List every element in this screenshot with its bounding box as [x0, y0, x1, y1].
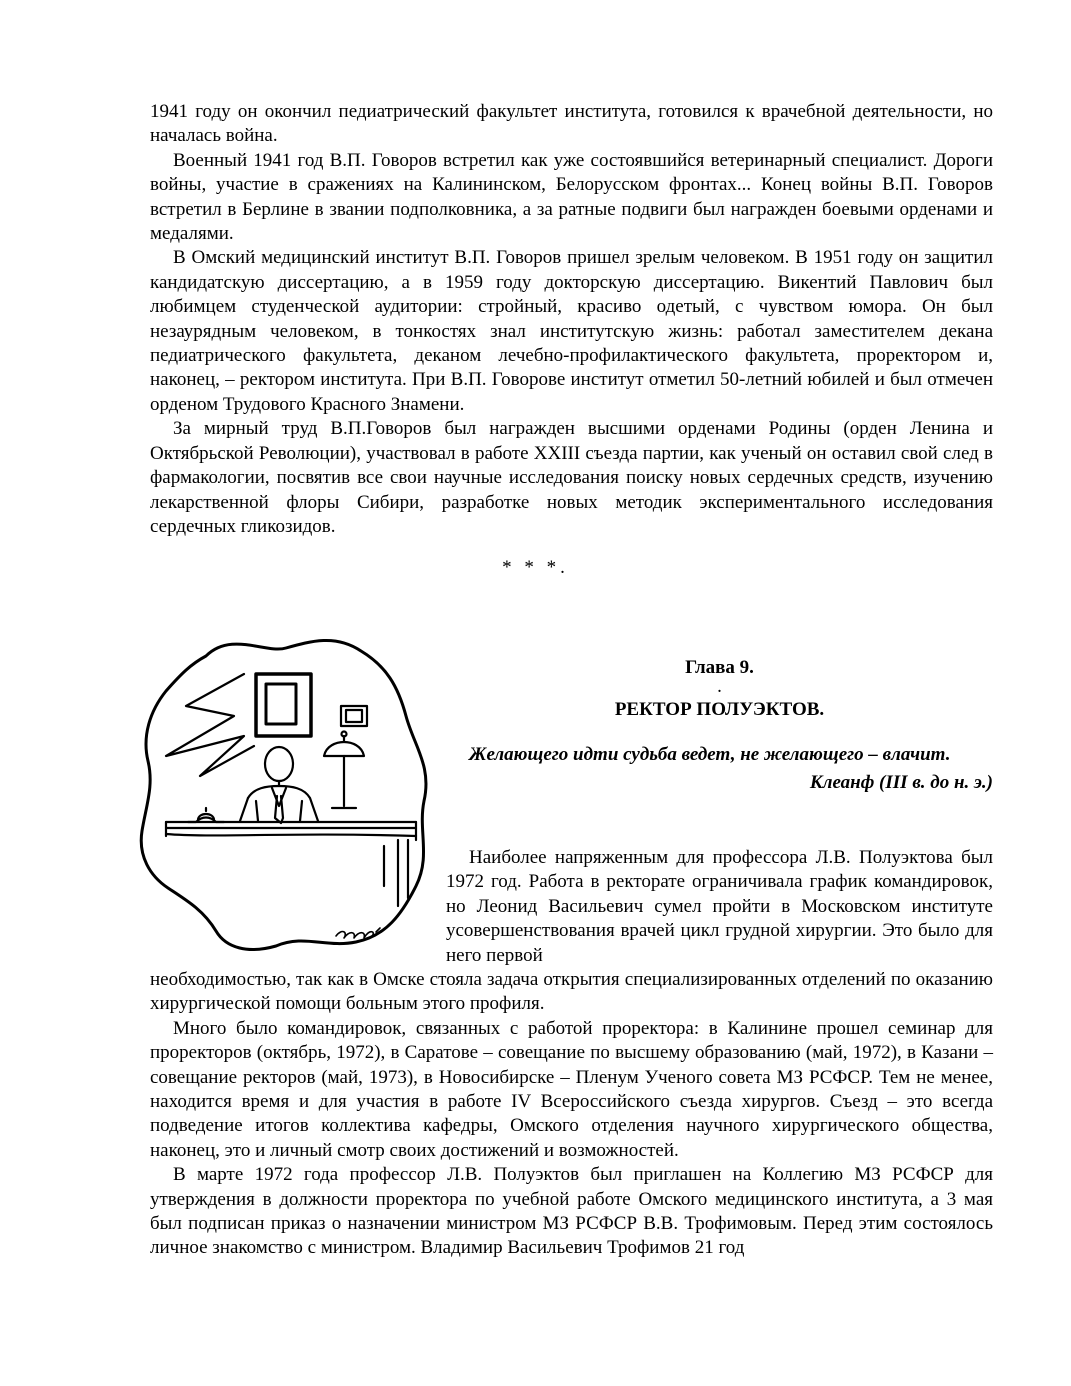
chapter-dot: . — [717, 676, 722, 698]
paragraph-2: Военный 1941 год В.П. Говоров встретил как уже состоявшийся ветеринарный специалист. Дороги войны, участие в сражениях на Калининском, Белорусском фронтах... Конец войны В.П. Говоров встретил в Берлине в звании подполковника, а за ратные подвиги был награжден боевыми орденами и медалями. — [150, 149, 993, 245]
wrap-continuation: необходимостью, так как в Омске стояла задача открытия специализированных отделений по оказанию хирургической помощи больным этого профиля. — [150, 969, 993, 1015]
bottom-text-block — [150, 968, 993, 1261]
section-separator: * * *. — [502, 557, 569, 578]
epigraph-source: Клеанф (III в. до н. э.) — [809, 772, 993, 794]
epigraph: Желающего идти судьба ведет, не желающего – влачит. — [469, 743, 951, 765]
chapter-title: РЕКТОР ПОЛУЭКТОВ. — [614, 699, 825, 721]
paragraph-5: Много было командировок, связанных с работой проректора: в Калинине прошел семинар для проректоров (октябрь, 1972), в Саратове – совещание по высшему образованию (май, 1972), в Казани – совещание ректоров (май, 1973), в Новосибирске – Пленум Ученого совета МЗ РСФСР. Тем не менее, находится время и для участия в работе IV Всероссийского съезда хирургов. Съезд – это всегда подведение итогов коллектива кафедры, Омского отделения научного хирургического общества, наконец, это и личный смотр своих достижений и возможностей. — [150, 1017, 993, 1161]
chapter-heading-block — [446, 656, 993, 796]
chapter-number: Глава 9. — [685, 657, 754, 678]
wrap-paragraph: Наиболее напряженным для профессора Л.В. Полуэктова был 1972 год. Работа в ректорате ограничивала график командировок, но Леонид Васильевич сумел пройти в Московском институте усовершенствования врачей цикл грудной хирургии. Это было для него первой — [446, 847, 993, 966]
wrapped-paragraph — [446, 846, 993, 968]
office-illustration — [136, 636, 432, 954]
paragraph-3: В Омский медицинский институт В.П. Говоров пришел зрелым человеком. В 1951 году он защитил кандидатскую диссертацию, а в 1959 году докторскую диссертацию. Викентий Павлович был любимцем студенческой аудитории: стройный, красиво одетый, с чувством юмора. Он был незаурядным человеком, в тонкостях знал институтскую жизнь: работал заместителем декана педиатрического факультета, деканом лечебно-профилактического факультета, проректором и, наконец, – ректором института. При В.П. Говорове институт отметил 50-летний юбилей и был отмечен орденом Трудового Красного Знамени. — [150, 247, 993, 415]
paragraph-6: В марте 1972 года профессор Л.В. Полуэктов был приглашен на Коллегию МЗ РСФСР для утверждения в должности проректора по учебной работе Омского медицинского института, а 3 мая был подписан приказ о назначении министром МЗ РСФСР В.В. Трофимовым. Перед этим состоялось личное знакомство с министром. Владимир Васильевич Трофимов 21 год — [150, 1164, 993, 1259]
paragraph-1: 1941 году он окончил педиатрический факультет института, готовился к врачебной деятельности, но началась война. — [150, 101, 993, 147]
illustration-signature: 2003 — [354, 936, 356, 937]
top-text-block — [150, 100, 993, 539]
paragraph-4: За мирный труд В.П.Говоров был награжден высшими орденами Родины (орден Ленина и Октябрьской Революции), участвовал в работе XXIII съезда партии, как ученый он оставил свой след в фармакологии, посвятив все свои научные исследования поиску новых сердечных средств, изучению лекарственной флоры Сибири, разработке новых методик экспериментального исследования сердечных гликозидов. — [150, 418, 993, 537]
